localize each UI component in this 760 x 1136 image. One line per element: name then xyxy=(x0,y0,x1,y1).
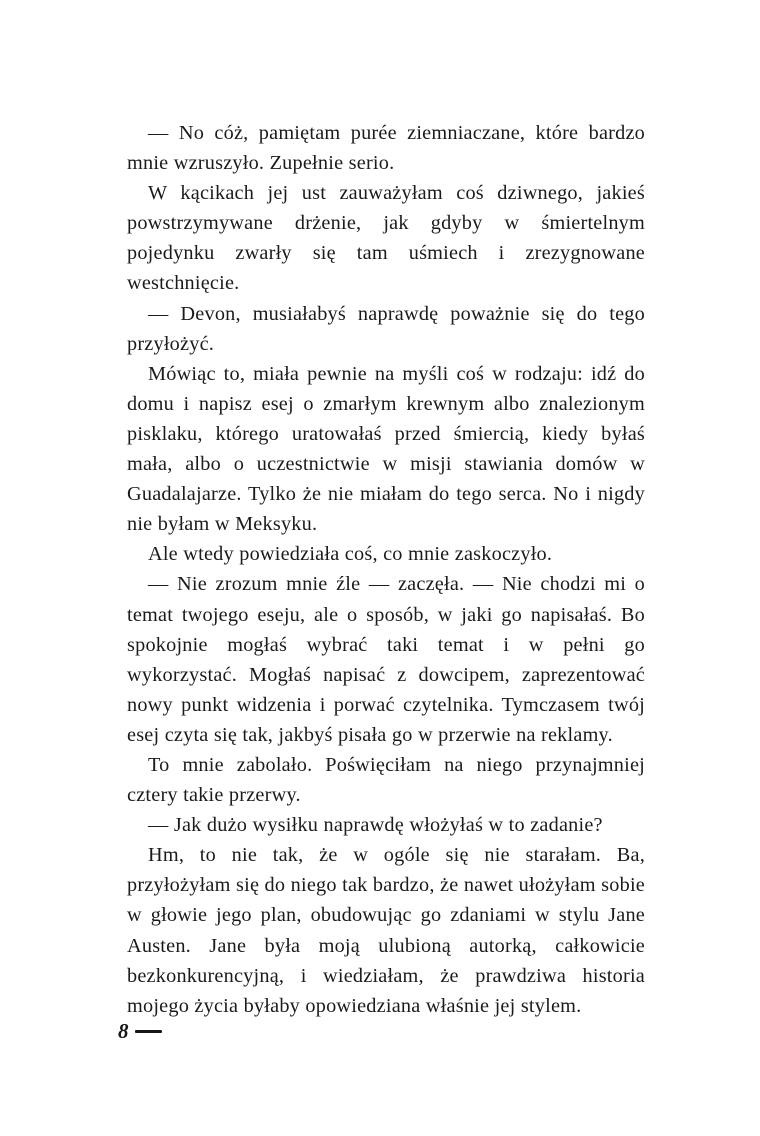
page-number: 8 xyxy=(118,1019,129,1043)
paragraph: — Nie zrozum mnie źle — zaczęła. — Nie chodzi mi o temat twojego eseju, ale o sposób, w jaki go napisałaś. Bo spokojnie mogłaś wybrać taki temat i w pełni go wykorzystać. Mogłaś napisać z dowcipem, zaprezentować nowy punkt widzenia i porwać czytelnika. Tymczasem twój esej czyta się tak, jakbyś pisała go w przerwie na reklamy. xyxy=(127,573,645,746)
paragraph: To mnie zabolało. Poświęciłam na niego przynajmniej cztery takie przerwy. xyxy=(127,753,645,807)
paragraph: — Jak dużo wysiłku naprawdę włożyłaś w to zadanie? xyxy=(148,814,603,837)
paragraph: Mówiąc to, miała pewnie na myśli coś w rodzaju: idź do domu i napisz esej o zmarłym krewnym albo znalezionym pisklaku, którego uratowałaś przed śmiercią, kiedy byłaś mała, albo o uczestnictwie w misji stawiania domów w Guadalajarze. Tylko że nie miałam do tego serca. No i nigdy nie byłam w Meksyku. xyxy=(127,362,645,536)
paragraph: W kącikach jej ust zauważyłam coś dziwnego, jakieś powstrzymywane drżenie, jak gdyby w śmiertelnym pojedynku zwarły się tam uśmiech i zrezygnowane westchnięcie. xyxy=(127,182,645,295)
paragraph: Hm, to nie tak, że w ogóle się nie starałam. Ba, przyłożyłam się do niego tak bardzo, że nawet ułożyłam sobie w głowie jego plan, obudowując go zdaniami w stylu Jane Austen. Jane była moją ulubioną autorką, całkowicie bezkonkurencyjną, i wiedziałam, że prawdziwa historia mojego życia byłaby opowiedziana właśnie jej stylem. xyxy=(127,844,645,1017)
paragraph: Ale wtedy powiedziała coś, co mnie zaskoczyło. xyxy=(148,543,553,566)
body-text-block xyxy=(127,118,645,1021)
folio-rule-icon xyxy=(135,1030,162,1033)
paragraph: — Devon, musiałabyś naprawdę poważnie się do tego przyłożyć. xyxy=(127,302,645,355)
page-folio xyxy=(118,1021,162,1042)
paragraph: — No cóż, pamiętam purée ziemniaczane, które bardzo mnie wzruszyło. Zupełnie serio. xyxy=(127,122,645,175)
